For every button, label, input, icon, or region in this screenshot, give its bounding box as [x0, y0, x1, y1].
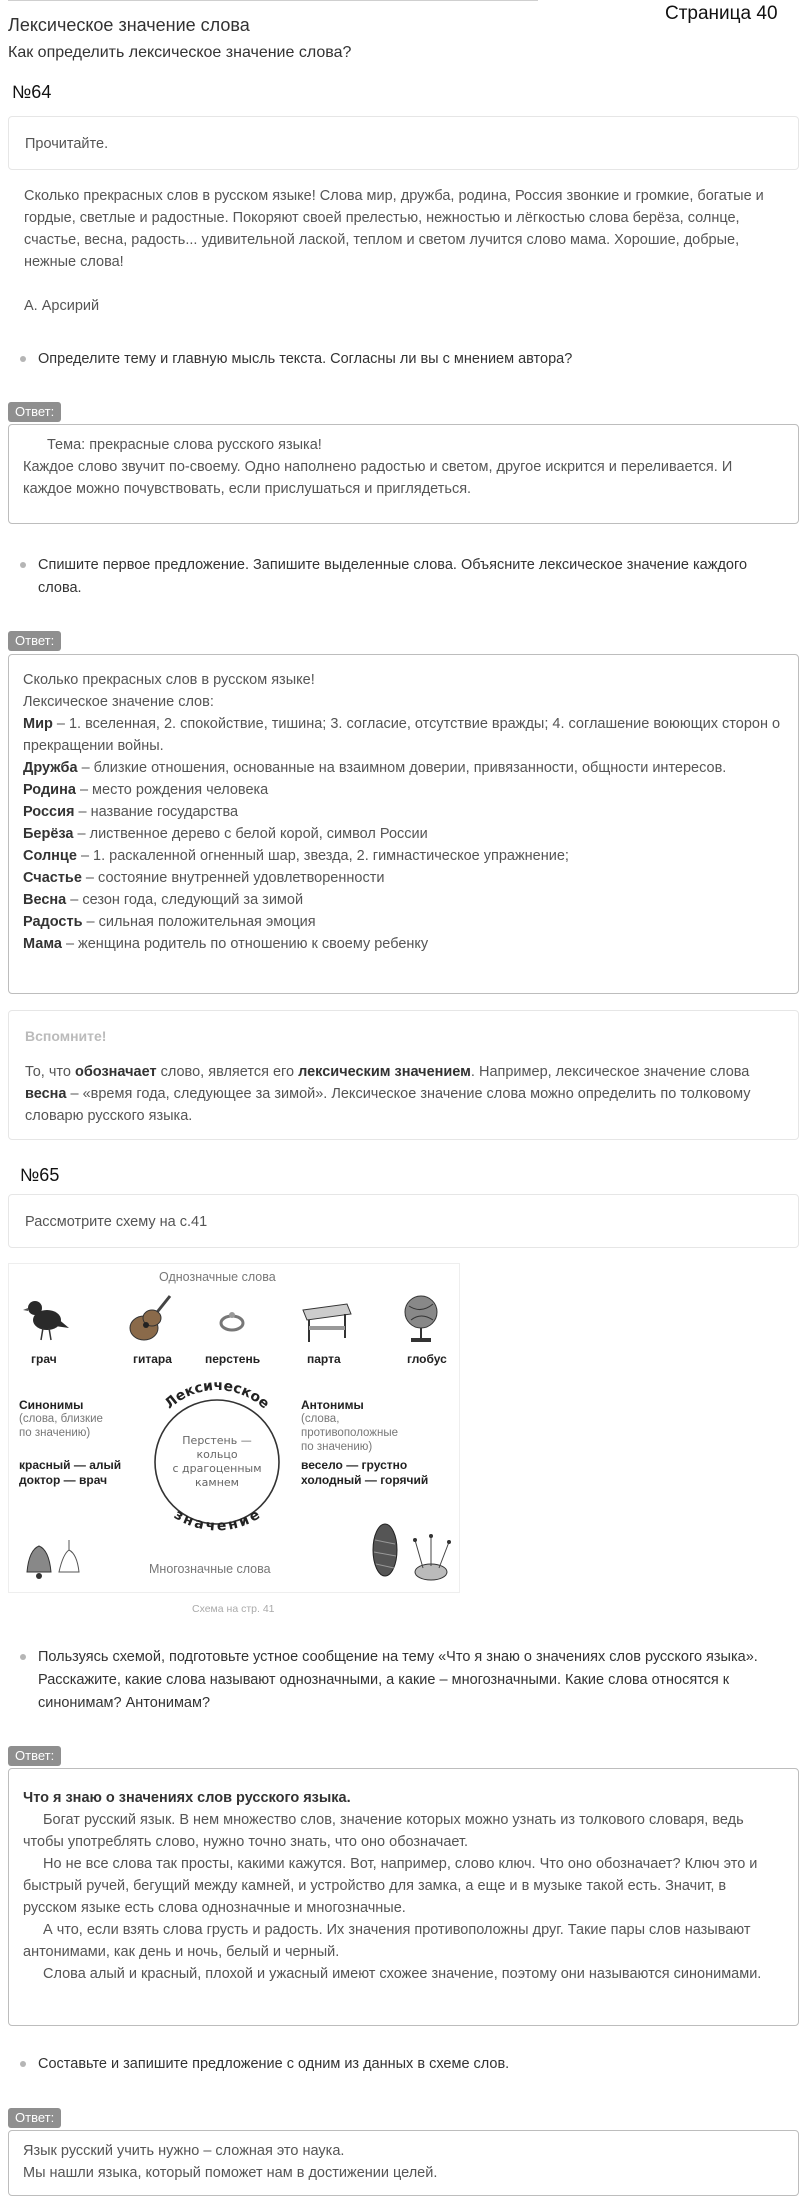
question-item — [8, 554, 768, 600]
definition-text: – близкие отношения, основанные на взаимном доверии, привязанности, общности интересов. — [77, 760, 727, 776]
answer-badge: Ответ: — [8, 402, 61, 422]
definition-word: Радость — [23, 914, 83, 930]
definition-text: – место рождения человека — [75, 782, 269, 798]
answer-box — [8, 654, 799, 994]
question-text: Спишите первое предложение. Запишите выделенные слова. Объясните лексическое значение каждого слова. — [38, 557, 748, 596]
remind-part: . Например, лексическое значение слова — [470, 1064, 750, 1080]
antonyms-desc: по значению) — [301, 1441, 373, 1453]
center-line: Перстень — — [182, 1434, 252, 1447]
answer-badge: Ответ: — [8, 2108, 61, 2128]
bells-icon — [19, 1536, 89, 1584]
answer-paragraph: Слова алый и красный, плохой и ужасный имеют схожее значение, поэтому они называются синонимами. — [43, 1966, 762, 1982]
definition-row — [23, 911, 784, 933]
antonym-example: холодный — горячий — [301, 1473, 429, 1487]
synonym-example: доктор — врач — [19, 1473, 108, 1487]
question-text: Пользуясь схемой, подготовьте устное сообщение на тему «Что я знаю о значениях слов русского языка». Расскажите, какие слова называют однозначными, а какие – многозначными. Какие слова относятся к синонимам? Антонимам? — [38, 1649, 758, 1711]
bullet-dot — [20, 356, 26, 362]
bullet-dot — [20, 1654, 26, 1660]
antonyms-desc: противоположные — [301, 1427, 399, 1439]
definition-word: Родина — [23, 782, 76, 798]
remind-card — [8, 1010, 799, 1140]
remind-part: – «время года, следующее за зимой». Лексическое значение слова можно определить по толковому словарю русского языка. — [25, 1086, 751, 1124]
cedar-cone-icon — [365, 1520, 405, 1586]
desk-icon — [299, 1300, 353, 1344]
ring-icon — [217, 1309, 247, 1333]
remind-text — [25, 1061, 782, 1127]
remind-bold: весна — [25, 1086, 67, 1102]
definition-word: Россия — [23, 804, 75, 820]
page-subtitle: Как определить лексическое значение слова? — [8, 44, 352, 61]
arc-bottom-label: значение — [171, 1506, 263, 1535]
synonyms-desc: (слова, близкие — [19, 1413, 103, 1425]
svg-text:значение — [171, 1507, 263, 1535]
definition-word: Мир — [23, 716, 53, 732]
multi-meaning-label: Многозначные слова — [149, 1562, 271, 1576]
answer-paragraph: А что, если взять слова грусть и радость. Их значения противоположны друг. Такие пары слов называют антонимами, как день и ночь, белый и черный. — [23, 1922, 751, 1960]
definition-word: Весна — [23, 892, 67, 908]
question-item — [8, 1646, 798, 1715]
word-label: глобус — [407, 1352, 447, 1366]
definition-text: – сильная положительная эмоция — [82, 914, 316, 930]
bullet-dot — [20, 562, 26, 568]
svg-text:Лексическое — [162, 1378, 272, 1412]
synonyms-desc: по значению) — [19, 1427, 91, 1439]
text-body: Сколько прекрасных слов в русском языке! Слова мир, дружба, родина, Россия звонкие и громкие, богатые и гордые, светлые и радостные. Покоряют своей прелестью, нежностью и лёгкостью слова берёза, солнце, счастье, весна, радость... удивительной лаской, теплом и светом лучится слово мама. Хорошие, добрые, нежные слова! — [24, 188, 764, 270]
answer-badge: Ответ: — [8, 631, 61, 651]
definition-row — [23, 801, 784, 823]
definition-text: – 1. раскаленной огненный шар, звезда, 2. гимнастическое упражнение; — [76, 848, 569, 864]
task-number-64: №64 — [12, 82, 52, 102]
definition-word: Берёза — [23, 826, 74, 842]
diagram-caption: Схема на стр. 41 — [192, 1603, 275, 1615]
scheme-diagram — [8, 1263, 460, 1593]
definition-word: Мама — [23, 936, 62, 952]
single-meaning-label: Однозначные слова — [159, 1270, 276, 1284]
rook-icon — [23, 1294, 71, 1344]
remind-title: Вспомните! — [25, 1028, 107, 1044]
page-number[interactable]: Страница 40 — [665, 3, 778, 24]
answer-line: Лексическое значение слов: — [23, 694, 214, 710]
definition-text: – сезон года, следующий за зимой — [66, 892, 304, 908]
guitar-icon — [124, 1294, 172, 1346]
question-item — [8, 2053, 798, 2076]
word-label: парта — [307, 1352, 341, 1366]
prompt-text: Рассмотрите схему на с.41 — [25, 1214, 208, 1230]
question-item — [8, 348, 798, 371]
answer-badge: Ответ: — [8, 1746, 61, 1766]
remind-bold: лексическим значением — [298, 1064, 471, 1080]
definition-row — [23, 845, 784, 867]
word-label: грач — [31, 1352, 57, 1366]
center-line: с драгоценным — [172, 1462, 262, 1475]
center-line: кольцо — [196, 1448, 238, 1461]
definition-row — [23, 823, 784, 845]
definition-row — [23, 779, 784, 801]
answer-line: Сколько прекрасных слов в русском языке! — [23, 672, 315, 688]
remind-part: То, что — [25, 1064, 75, 1080]
word-label: перстень — [205, 1352, 261, 1366]
center-line: камнем — [195, 1476, 239, 1489]
definition-text: – название государства — [74, 804, 239, 820]
answer-line: Язык русский учить нужно – сложная это наука. — [23, 2143, 345, 2159]
question-text: Определите тему и главную мысль текста. Согласны ли вы с мнением автора? — [38, 351, 573, 367]
definition-word: Счастье — [23, 870, 82, 886]
synonyms-title: Синонимы — [19, 1398, 84, 1412]
answer-line: Мы нашли языка, который поможет нам в достижении целей. — [23, 2165, 438, 2181]
answer-title: Что я знаю о значениях слов русского языка. — [23, 1790, 351, 1806]
definition-row — [23, 713, 784, 757]
answer-paragraph: Богат русский язык. В нем множество слов, значение которых можно узнать из толкового словаря, ведь чтобы употреблять слово, нужно точно знать, что оно обозначает. — [23, 1812, 744, 1850]
antonyms-title: Антонимы — [301, 1398, 364, 1412]
definition-text: – состояние внутренней удовлетворенности — [81, 870, 385, 886]
bullet-dot — [20, 2061, 26, 2067]
definition-word: Дружба — [23, 760, 78, 776]
antonym-example: весело — грустно — [301, 1458, 408, 1472]
definition-text: – лиственное дерево с белой корой, символ России — [73, 826, 428, 842]
answer-box — [8, 1768, 799, 2026]
prompt-text: Прочитайте. — [25, 136, 109, 152]
arc-top-label: Лексическое — [161, 1377, 273, 1413]
word-label: гитара — [133, 1352, 172, 1366]
answer-line: Тема: прекрасные слова русского языка! — [47, 437, 322, 453]
prompt-card — [8, 116, 799, 170]
reading-text — [24, 185, 784, 317]
answer-box — [8, 2130, 799, 2196]
definition-text: – 1. вселенная, 2. спокойствие, тишина; 3. согласие, отсутствие вражды; 4. соглашение воюющих сторон о прекращении войны. — [23, 716, 781, 754]
lexical-circle — [127, 1372, 307, 1544]
definition-row — [23, 933, 784, 955]
antonyms-desc: (слова, — [301, 1413, 340, 1425]
definition-text: – женщина родитель по отношению к своему ребенку — [61, 936, 429, 952]
globe-icon — [399, 1292, 445, 1346]
answer-paragraph: Но не все слова так просты, какими кажутся. Вот, например, слово ключ. Что оно обозначает? Ключ это и быстрый ручей, бегущий между камней, и устройство для замка, а еще и в музыке такой есть. Значит, в русском языке есть слова однозначные и многозначные. — [23, 1856, 758, 1916]
synonym-example: красный — алый — [19, 1458, 122, 1472]
definition-row — [23, 889, 784, 911]
answer-box — [8, 424, 799, 524]
question-text: Составьте и запишите предложение с одним из данных в схеме слов. — [38, 2056, 510, 2072]
page-title: Лексическое значение слова — [8, 15, 250, 35]
pincushion-icon — [409, 1534, 453, 1584]
remind-part: слово, является его — [156, 1064, 299, 1080]
prompt-card — [8, 1194, 799, 1248]
text-author: А. Арсирий — [24, 298, 100, 314]
answer-line: Каждое слово звучит по-своему. Одно наполнено радостью и светом, другое искрится и переливается. И каждое можно почувствовать, если прислушаться и приглядеться. — [23, 459, 733, 497]
definition-row — [23, 867, 784, 889]
top-divider — [8, 0, 538, 1]
definition-row — [23, 757, 784, 779]
remind-bold: обозначает — [74, 1064, 157, 1080]
task-number-65: №65 — [20, 1165, 60, 1185]
definition-word: Солнце — [23, 848, 77, 864]
